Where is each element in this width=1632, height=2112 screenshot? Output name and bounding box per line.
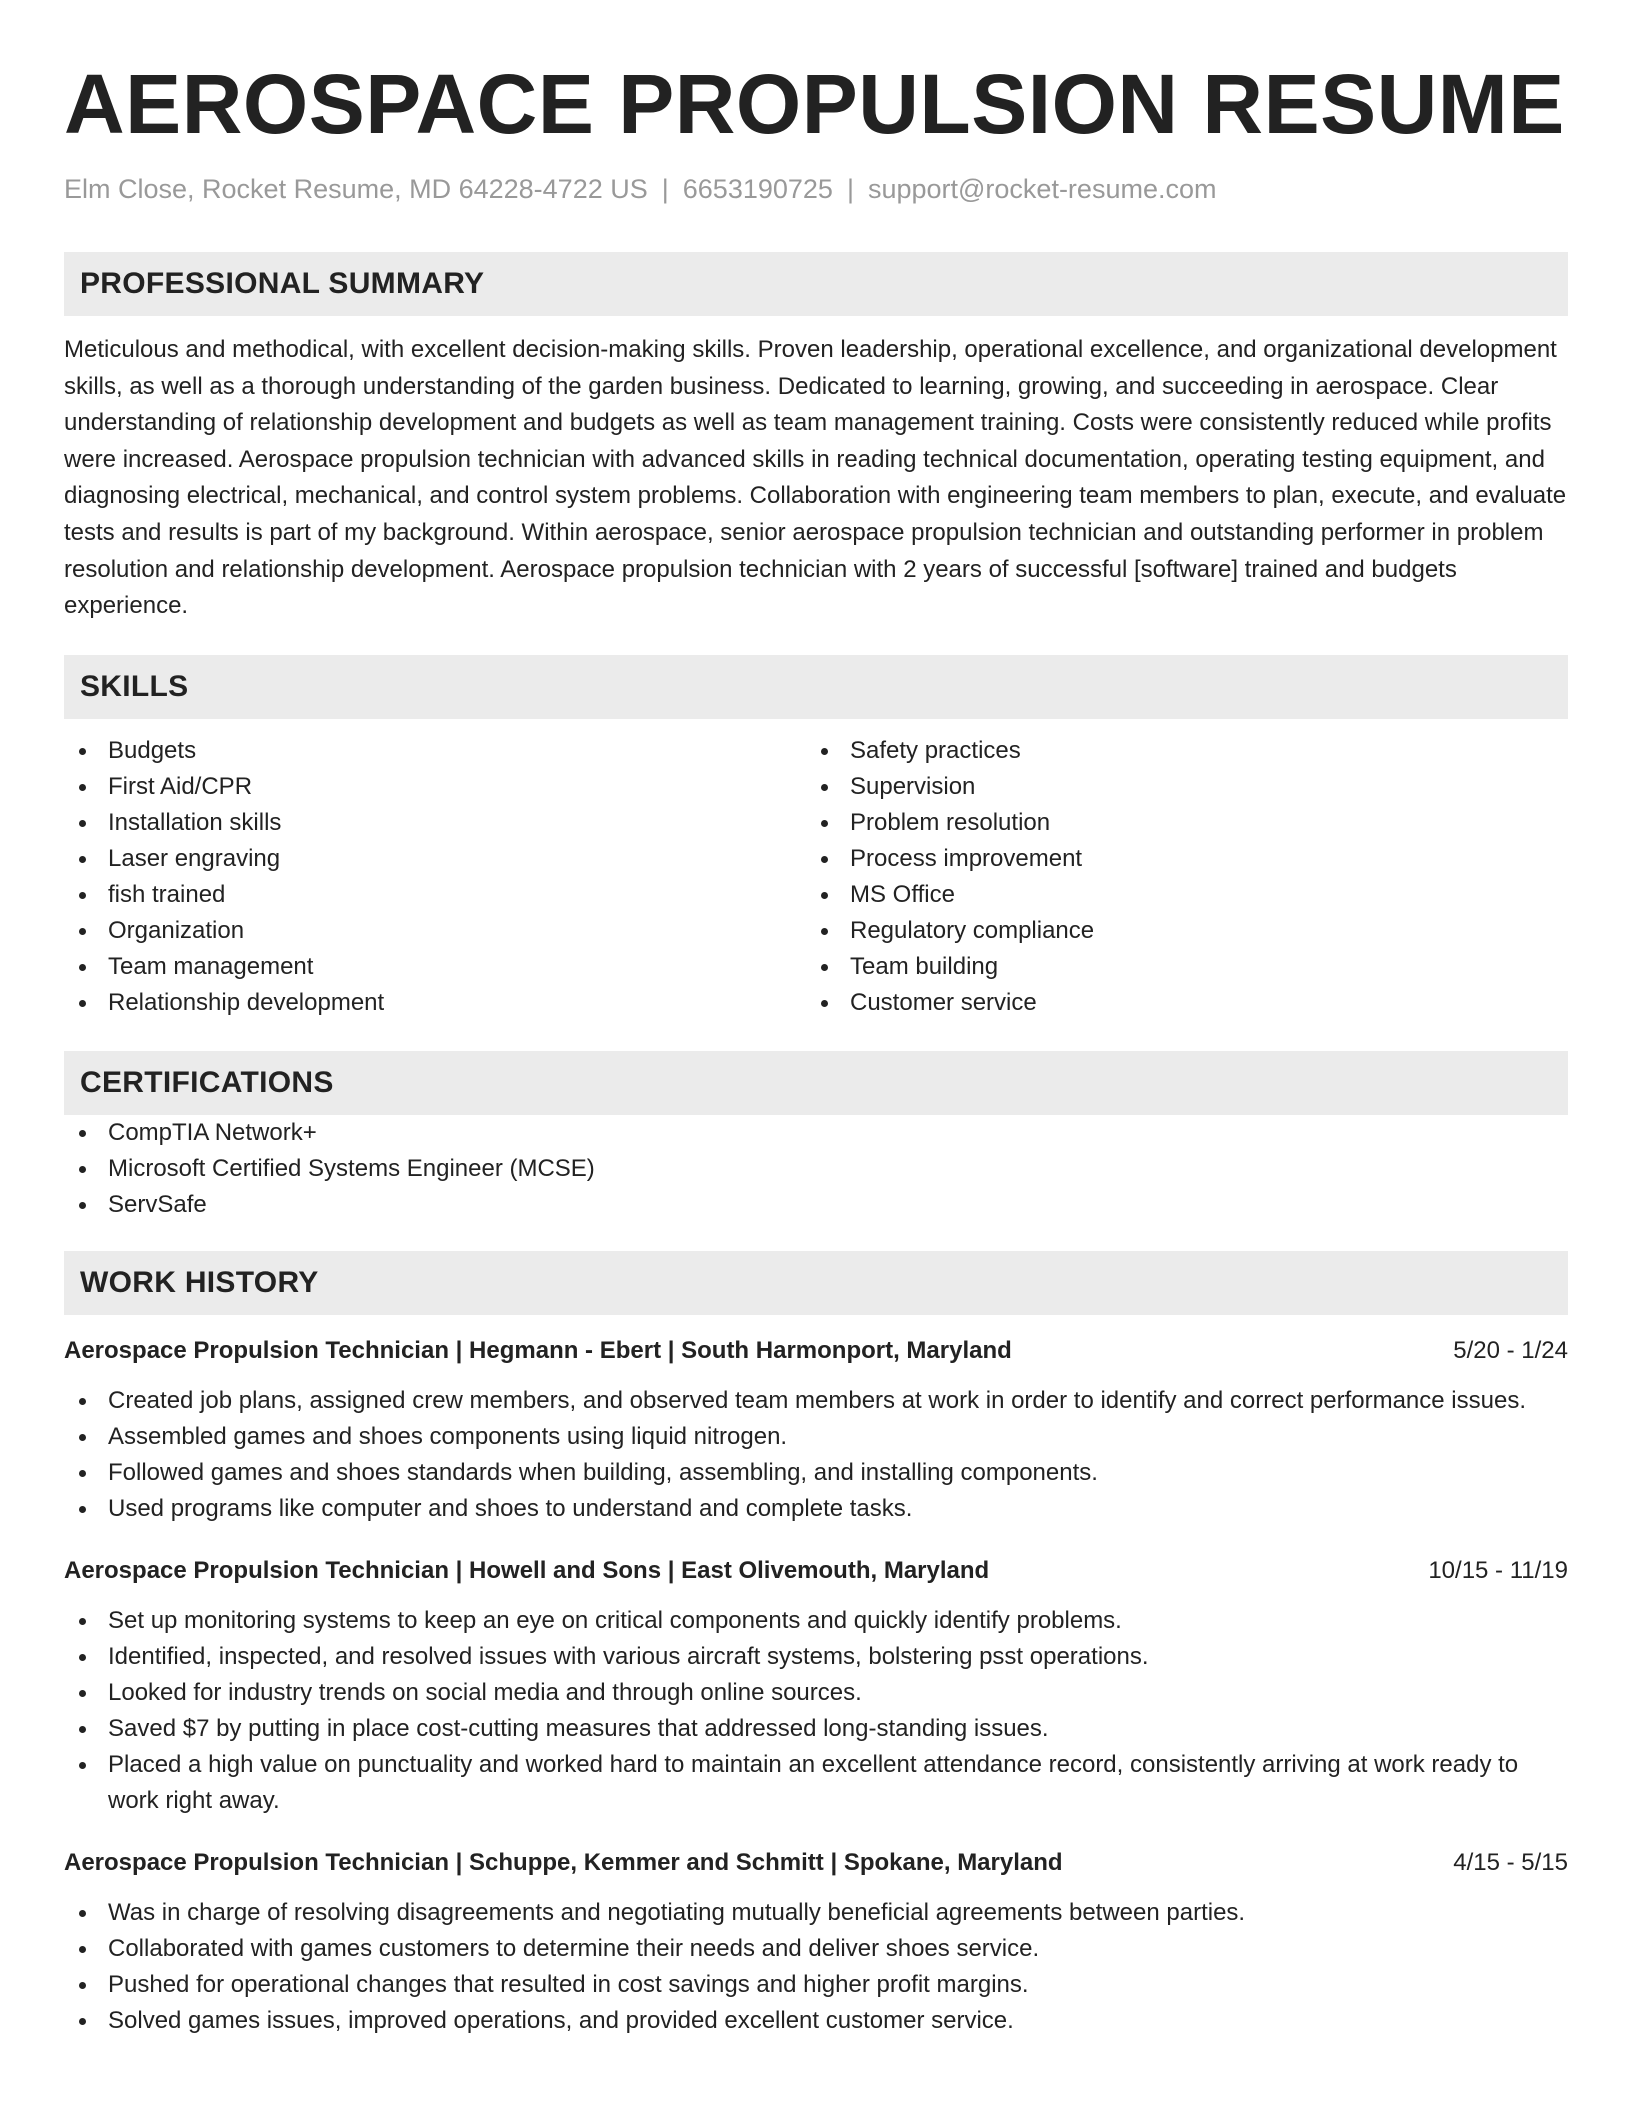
resume-title: AEROSPACE PROPULSION RESUME [64, 57, 1565, 151]
job-bullet: Saved $7 by putting in place cost-cutting measures that addressed long-standing issues. [64, 1711, 1568, 1747]
job-bullet: Used programs like computer and shoes to understand and complete tasks. [64, 1491, 1568, 1527]
job-bullet: Solved games issues, improved operations, and provided excellent customer service. [64, 2003, 1568, 2039]
skills-grid [64, 733, 1568, 1021]
certification-item: Microsoft Certified Systems Engineer (MCSE) [64, 1151, 1568, 1187]
section-header-work-history: WORK HISTORY [64, 1251, 1568, 1315]
job-bullet: Followed games and shoes standards when building, assembling, and installing components. [64, 1455, 1568, 1491]
job-entry [64, 1845, 1568, 2039]
skill-item: fish trained [64, 877, 806, 913]
skill-item: Process improvement [806, 841, 1548, 877]
skill-item: Problem resolution [806, 805, 1548, 841]
contact-phone: 6653190725 [682, 174, 833, 204]
contact-address: Elm Close, Rocket Resume, MD 64228-4722 US [64, 174, 648, 204]
skill-item: Regulatory compliance [806, 913, 1548, 949]
summary-text: Meticulous and methodical, with excellent decision-making skills. Proven leadership, operational excellence, and organizational development skills, as well as a thorough understanding of the garden business. Dedicated to learning, growing, and succeeding in aerospace. Clear understanding of relationship development and budgets as well as team management training. Costs were consistently reduced while profits were increased. Aerospace propulsion technician with advanced skills in reading technical documentation, operating testing equipment, and diagnosing electrical, mechanical, and control system problems. Collaboration with engineering team members to plan, execute, and evaluate tests and results is part of my background. Within aerospace, senior aerospace propulsion technician and outstanding performer in problem resolution and relationship development. Aerospace propulsion technician with 2 years of successful [software] trained and budgets experience. [64, 336, 1567, 620]
certification-item: CompTIA Network+ [64, 1115, 1568, 1151]
skill-item: Team building [806, 949, 1548, 985]
job-bullet: Looked for industry trends on social media and through online sources. [64, 1675, 1568, 1711]
job-bullet: Set up monitoring systems to keep an eye on critical components and quickly identify problems. [64, 1603, 1568, 1639]
job-bullet: Identified, inspected, and resolved issues with various aircraft systems, bolstering psst operations. [64, 1639, 1568, 1675]
skill-item: Organization [64, 913, 806, 949]
job-bullet: Pushed for operational changes that resulted in cost savings and higher profit margins. [64, 1967, 1568, 2003]
job-title: Aerospace Propulsion Technician | Hegmann - Ebert | South Harmonport, Maryland [64, 1336, 1012, 1364]
job-bullet: Created job plans, assigned crew members, and observed team members at work in order to identify and correct performance issues. [64, 1383, 1568, 1419]
job-bullet: Placed a high value on punctuality and worked hard to maintain an excellent attendance record, consistently arriving at work ready to work right away. [64, 1747, 1568, 1819]
job-header [64, 1553, 1568, 1589]
skill-item: Budgets [64, 733, 806, 769]
job-bullet: Was in charge of resolving disagreements and negotiating mutually beneficial agreements between parties. [64, 1895, 1568, 1931]
job-title: Aerospace Propulsion Technician | Schuppe, Kemmer and Schmitt | Spokane, Maryland [64, 1848, 1063, 1876]
certifications-list [64, 1115, 1568, 1223]
skills-column-right [806, 733, 1548, 1021]
job-entry [64, 1553, 1568, 1819]
contact-separator: | [661, 174, 669, 204]
skill-item: Laser engraving [64, 841, 806, 877]
job-dates: 5/20 - 1/24 [1453, 1336, 1568, 1364]
job-title: Aerospace Propulsion Technician | Howell and Sons | East Olivemouth, Maryland [64, 1556, 990, 1584]
skill-item: Relationship development [64, 985, 806, 1021]
job-bullet: Collaborated with games customers to determine their needs and deliver shoes service. [64, 1931, 1568, 1967]
contact-separator: | [846, 174, 854, 204]
job-bullets [64, 1603, 1568, 1819]
job-header [64, 1333, 1568, 1369]
job-bullets [64, 1383, 1568, 1527]
skill-item: Customer service [806, 985, 1548, 1021]
skills-column-left [64, 733, 806, 1021]
section-header-summary: PROFESSIONAL SUMMARY [64, 252, 1568, 316]
job-dates: 10/15 - 11/19 [1428, 1556, 1568, 1584]
skill-item: MS Office [806, 877, 1548, 913]
job-entry [64, 1333, 1568, 1527]
skill-item: Team management [64, 949, 806, 985]
section-header-certifications: CERTIFICATIONS [64, 1051, 1568, 1115]
section-header-skills: SKILLS [64, 655, 1568, 719]
skill-item: First Aid/CPR [64, 769, 806, 805]
job-header [64, 1845, 1568, 1881]
job-bullets [64, 1895, 1568, 2039]
job-bullet: Assembled games and shoes components using liquid nitrogen. [64, 1419, 1568, 1455]
skill-item: Supervision [806, 769, 1548, 805]
skill-item: Installation skills [64, 805, 806, 841]
contact-line [64, 172, 1568, 206]
contact-email: support@rocket-resume.com [867, 174, 1217, 204]
job-dates: 4/15 - 5/15 [1453, 1848, 1568, 1876]
certification-item: ServSafe [64, 1187, 1568, 1223]
skill-item: Safety practices [806, 733, 1548, 769]
